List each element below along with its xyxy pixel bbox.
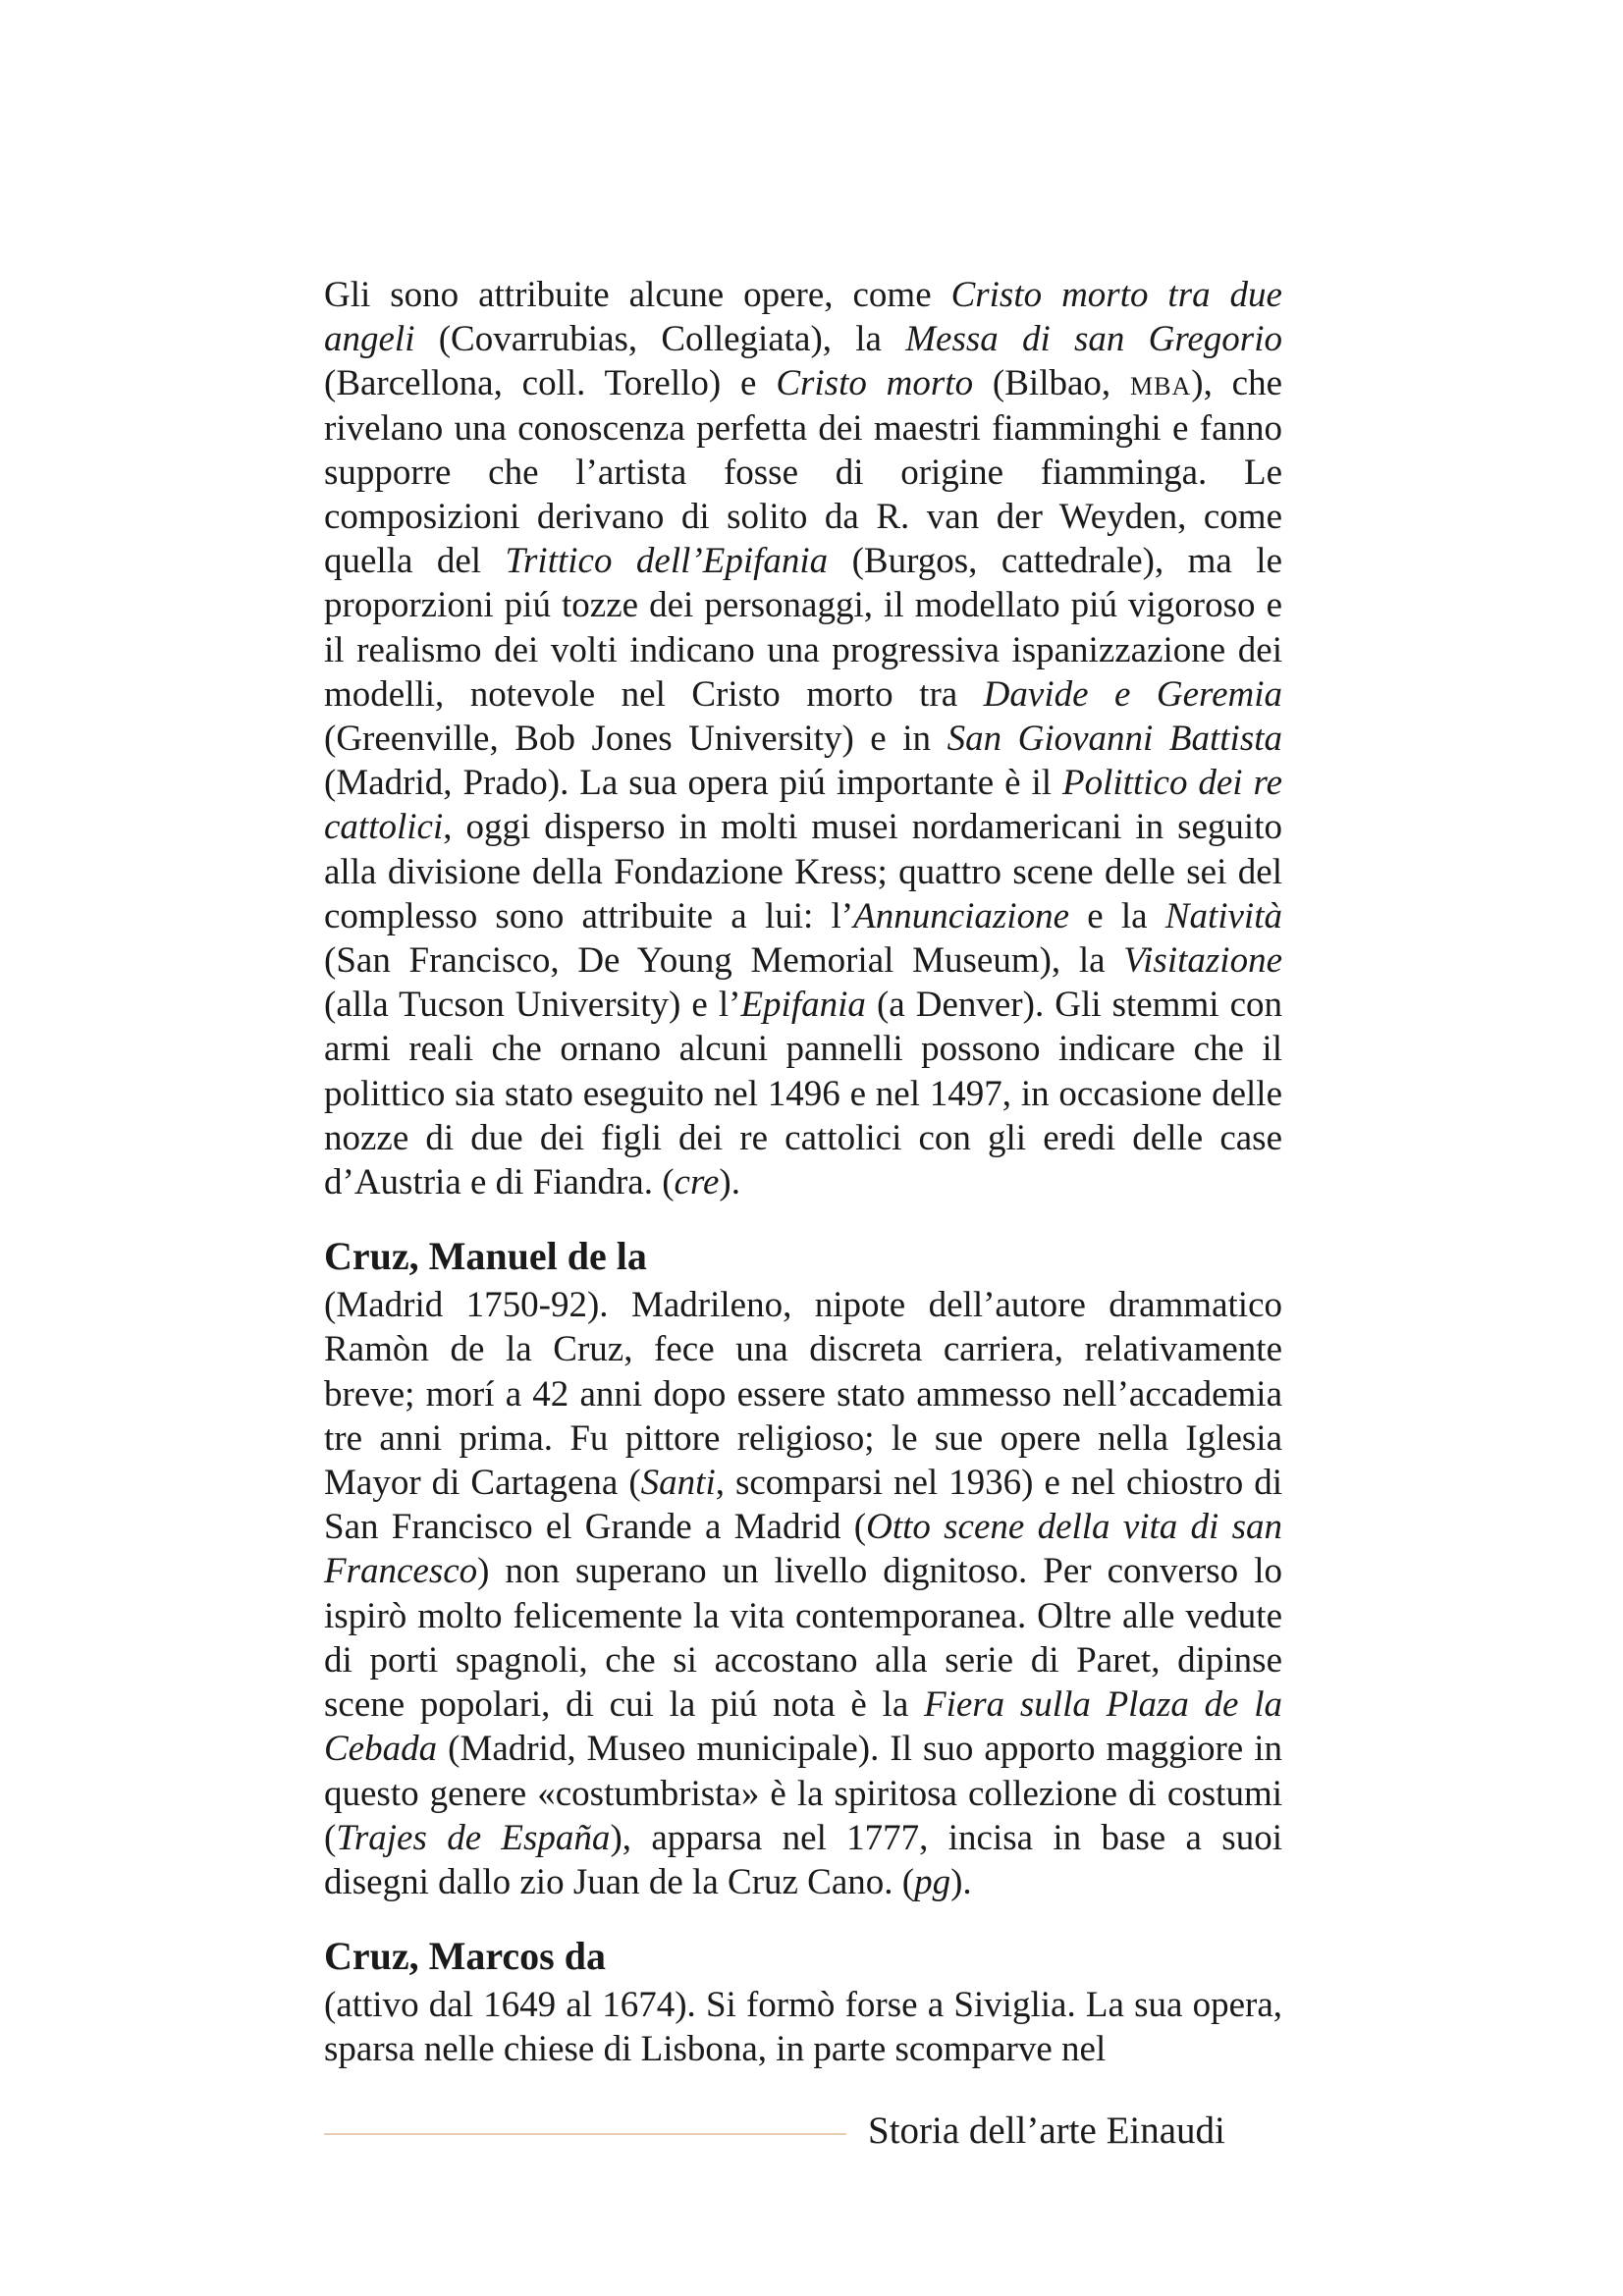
text-run: ). xyxy=(950,1861,972,1902)
abbreviation: mba xyxy=(1130,363,1192,404)
text-run: (Madrid 1750-92). Madrileno, nipote dell’autore drammatico Ramòn de la Cruz, fece una discreta carriera, relativamente breve; morí a 42 anni dopo essere stato ammesso nell’accademia tre anni prima. Fu pittore religioso; le sue opere nella Iglesia Mayor di Cartagena ( xyxy=(324,1285,1282,1504)
entry-marcos-body xyxy=(324,1983,1282,2071)
text-run: (Bilbao, xyxy=(973,363,1131,404)
text-run: (Madrid, Prado). La sua opera piú importante è il xyxy=(324,763,1063,804)
italic-title: Santi xyxy=(640,1463,716,1504)
text-run: ), che rivelano una conoscenza perfetta dei maestri fiamminghi e fanno supporre che l’artista fosse di origine fiamminga. Le composizioni derivano di solito da R. van der Weyden, come quella del xyxy=(324,363,1283,582)
text-run: (a Denver). Gli stemmi con armi reali che ornano alcuni pannelli possono indicare che il polittico sia stato eseguito nel 1496 e nel 1497, in occasione delle nozze di due dei figli dei re cattolici con gli eredi delle case d’Austria e di Fiandra. ( xyxy=(324,985,1282,1203)
text-run: ) non superano un livello dignitoso. Per converso lo ispirò molto felicemente la vita contemporanea. Oltre alle vedute di porti spagnoli, che si accostano alla serie di Paret, dipinse scene popolari, di cui la piú nota è la xyxy=(324,1551,1282,1726)
entry-title-manuel: Cruz, Manuel de la xyxy=(324,1234,647,1279)
text-run: (Burgos, cattedrale), ma le proporzioni piú tozze dei personaggi, il modellato piú vigoroso e il realismo dei volti indicano una progressiva ispanizzazione dei modelli, notevole nel Cristo morto tra xyxy=(324,541,1282,715)
italic-title: Visitazione xyxy=(1123,940,1282,982)
text-run: (attivo dal 1649 al 1674). Si formò forse a Siviglia. La sua opera, sparsa nelle chiese di Lisbona, in parte scomparve nel xyxy=(324,1985,1282,2070)
italic-title: Annunciazione xyxy=(853,895,1069,936)
italic-title: Trittico dell’Epifania xyxy=(505,541,829,582)
text-run: Gli sono attribuite alcune opere, come xyxy=(324,275,951,315)
italic-title: Natività xyxy=(1164,895,1282,936)
text-run: (Barcellona, coll. Torello) e xyxy=(324,363,777,404)
italic-title: Messa di san Gregorio xyxy=(905,319,1282,360)
entry-prev-body xyxy=(324,273,1282,1204)
text-run: (Greenville, Bob Jones University) e in xyxy=(324,719,947,760)
italic-title: Davide e Geremia xyxy=(983,673,1282,715)
entry-title-marcos: Cruz, Marcos da xyxy=(324,1934,606,1979)
text-run: (Covarrubias, Collegiata), la xyxy=(414,319,906,360)
entry-manuel-body xyxy=(324,1283,1282,1904)
text-run: e la xyxy=(1069,895,1165,936)
italic-title: pg xyxy=(914,1861,951,1902)
italic-title: Trajes de España xyxy=(336,1817,611,1858)
italic-title: Cristo morto xyxy=(776,363,974,404)
text-run: ), apparsa nel 1777, incisa in base a suoi disegni dallo zio Juan de la Cruz Cano. ( xyxy=(324,1817,1282,1902)
text-run: ). xyxy=(719,1162,740,1203)
italic-title: San Giovanni Battista xyxy=(947,719,1282,760)
italic-title: Polittico dei re cattolici xyxy=(324,763,1282,848)
italic-title: cre xyxy=(674,1162,720,1203)
text-run: , scomparsi nel 1936) e nel chiostro di San Francisco el Grande a Madrid ( xyxy=(324,1463,1283,1548)
text-run: (alla Tucson University) e l’ xyxy=(324,985,741,1026)
footer-label: Storia dell’arte Einaudi xyxy=(868,2109,1225,2152)
text-run: (San Francisco, De Young Memorial Museum), la xyxy=(324,940,1124,982)
italic-title: Fiera sulla Plaza de la Cebada xyxy=(324,1684,1282,1770)
page-body xyxy=(324,273,1282,2072)
footer-rule xyxy=(324,2133,846,2135)
text-run: (Madrid, Museo municipale). Il suo apporto maggiore in questo genere «costumbrista» è la spiritosa collezione di costumi ( xyxy=(324,1729,1282,1858)
italic-title: Cristo morto tra due angeli xyxy=(324,275,1282,360)
text-run: , oggi disperso in molti musei nordamericani in seguito alla divisione della Fondazione Kress; quattro scene delle sei del complesso sono attribuite a lui: l’ xyxy=(324,807,1282,936)
italic-title: Otto scene della vita di san Francesco xyxy=(324,1507,1282,1592)
italic-title: Epifania xyxy=(740,985,866,1026)
